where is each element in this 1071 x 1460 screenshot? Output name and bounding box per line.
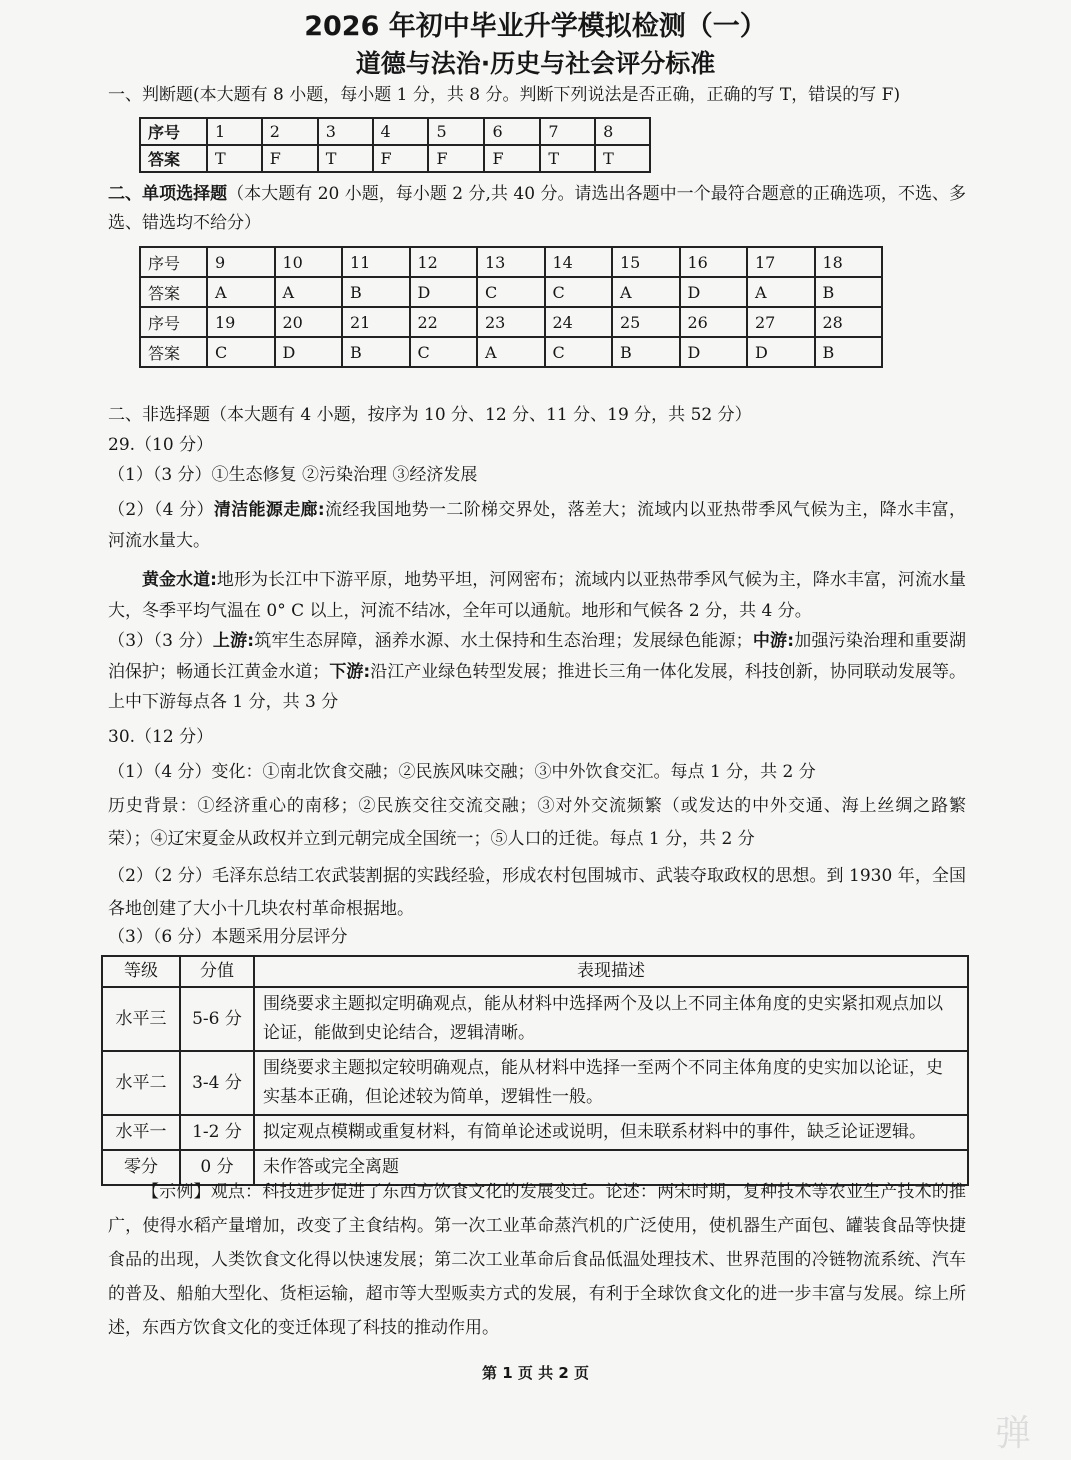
table-cell: 5 — [428, 118, 484, 145]
section3-heading: 二、非选择题（本大题有 4 小题，按序为 10 分、12 分、11 分、19 分，共 52 分） — [108, 405, 752, 425]
table-row — [102, 1115, 968, 1150]
section1-heading: 一、判断题(本大题有 8 小题，每小题 1 分，共 8 分。判断下列说法是否正确，正确的写 T，错误的写 F) — [108, 85, 901, 105]
table-cell: F — [373, 145, 429, 172]
table-row — [102, 1051, 968, 1115]
q29-part2-text: 流经我国地势一二阶梯交界处，落差大；流域内以亚热带季风气候为主，降水丰富，河流水量大。 — [108, 500, 966, 551]
q30-part1: （1）（4 分）变化：①南北饮食交融；②民族风味交融；③中外饮食交汇。每点 1 分，共 2 分 — [108, 762, 816, 782]
table-cell: A — [207, 277, 275, 307]
rubric-description: 拟定观点模糊或重复材料，有简单论述或说明，但未联系材料中的事件，缺乏论证逻辑。 — [254, 1115, 968, 1150]
q29-part3-upstream: 上游: — [212, 631, 255, 651]
q30-title: 30.（12 分） — [108, 727, 214, 747]
table-cell: D — [747, 337, 815, 367]
q29-title: 29.（10 分） — [108, 435, 214, 455]
section2-heading-bold: 二、单项选择题 — [108, 184, 228, 204]
rubric-level: 水平一 — [102, 1115, 180, 1150]
q29-part1: （1）（3 分）①生态修复 ②污染治理 ③经济发展 — [108, 465, 478, 485]
rubric-level: 水平三 — [102, 987, 180, 1051]
row-label: 答案 — [140, 277, 207, 307]
table-cell: 17 — [747, 247, 815, 277]
table-cell: 11 — [342, 247, 410, 277]
table-cell: T — [595, 145, 650, 172]
q29-part2 — [108, 495, 966, 556]
q29-part3-upstream-text: 筑牢生态屏障，涵养水源、水土保持和生态治理；发展绿色能源； — [254, 631, 753, 651]
page-subtitle: 道德与法治·历史与社会评分标准 — [355, 49, 716, 78]
q30-part3: （3）（6 分）本题采用分层评分 — [108, 927, 348, 947]
table-cell: 21 — [342, 307, 410, 337]
table-cell: C — [545, 277, 613, 307]
table-cell: B — [342, 337, 410, 367]
q29-part2-keyword: 清洁能源走廊: — [213, 500, 325, 520]
rubric-level: 零分 — [102, 1150, 180, 1185]
q29-part2b-text: 地形为长江中下游平原，地势平坦，河网密布；流域内以亚热带季风气候为主，降水丰富，河流水量大，冬季平均气温在 0° C 以上，河流不结冰，全年可以通航。地形和气候各 2 分，共 4 分。 — [108, 570, 966, 621]
table-cell: 4 — [373, 118, 429, 145]
table-cell: 27 — [747, 307, 815, 337]
rubric-description: 围绕要求主题拟定明确观点，能从材料中选择两个及以上不同主体角度的史实紧扣观点加以论证，能做到史论结合，逻辑清晰。 — [254, 987, 968, 1051]
table-cell: F — [428, 145, 484, 172]
table-cell: B — [815, 277, 883, 307]
table-cell: D — [410, 277, 478, 307]
column-header-score: 分值 — [180, 956, 254, 987]
rubric-score: 1-2 分 — [180, 1115, 254, 1150]
table-cell: 22 — [410, 307, 478, 337]
row-label: 序号 — [140, 118, 207, 145]
table-cell: C — [207, 337, 275, 367]
table-cell: 28 — [815, 307, 883, 337]
rubric-score: 3-4 分 — [180, 1051, 254, 1115]
rubric-level: 水平二 — [102, 1051, 180, 1115]
true-false-answer-table — [139, 117, 651, 173]
table-cell: 3 — [318, 118, 373, 145]
table-cell: 14 — [545, 247, 613, 277]
table-cell: 23 — [477, 307, 545, 337]
table-cell: 25 — [612, 307, 680, 337]
column-header-level: 等级 — [102, 956, 180, 987]
column-header-description: 表现描述 — [254, 956, 968, 987]
table-cell: B — [342, 277, 410, 307]
table-cell: D — [680, 337, 748, 367]
table-cell: 1 — [207, 118, 262, 145]
row-label: 序号 — [140, 247, 207, 277]
row-label: 序号 — [140, 307, 207, 337]
table-cell: A — [477, 337, 545, 367]
table-cell: D — [275, 337, 343, 367]
table-row — [140, 277, 882, 307]
rubric-description: 未作答或完全离题 — [254, 1150, 968, 1185]
table-cell: 10 — [275, 247, 343, 277]
table-cell: 2 — [262, 118, 318, 145]
q29-part3-prefix: （3）（3 分） — [108, 631, 213, 651]
table-row — [140, 145, 650, 172]
table-row — [140, 247, 882, 277]
table-cell: T — [207, 145, 262, 172]
table-header-row — [102, 956, 968, 987]
table-cell: A — [612, 277, 680, 307]
rubric-score: 5-6 分 — [180, 987, 254, 1051]
table-cell: 24 — [545, 307, 613, 337]
section2-heading — [108, 180, 966, 238]
q29-part2b — [108, 565, 966, 626]
table-cell: 6 — [484, 118, 540, 145]
table-cell: F — [484, 145, 540, 172]
table-cell: C — [545, 337, 613, 367]
table-cell: 8 — [595, 118, 650, 145]
q30-part1-background: 历史背景：①经济重心的南移；②民族交往交流交融；③对外交流频繁（或发达的中外交通、海上丝绸之路繁荣）；④辽宋夏金从政权并立到元朝完成全国统一；⑤人口的迁徙。每点 1 分，共 2 分 — [108, 796, 966, 849]
table-cell: T — [318, 145, 373, 172]
table-cell: 19 — [207, 307, 275, 337]
table-cell: 13 — [477, 247, 545, 277]
page-number: 第 1 页 共 2 页 — [482, 1364, 589, 1382]
row-label: 答案 — [140, 337, 207, 367]
q29-part2-prefix: （2）（4 分） — [108, 500, 214, 520]
q29-part3-downstream-text: 沿江产业绿色转型发展；推进长三角一体化发展，科技创新，协同联动发展等。上中下游每点各 1 分，共 3 分 — [108, 661, 967, 712]
table-cell: 16 — [680, 247, 748, 277]
q29-part3-midstream-text: 加强污染治理和重要湖泊保护；畅通长江黄金水道； — [108, 631, 966, 682]
corner-watermark: 弹 — [994, 1413, 1031, 1454]
section2-heading-rest: （本大题有 20 小题，每小题 2 分,共 40 分。请选出各题中一个最符合题意的正确选项，不选、多选、错选均不给分） — [108, 184, 967, 233]
table-cell: D — [680, 277, 748, 307]
rubric-score: 0 分 — [180, 1150, 254, 1185]
table-cell: A — [747, 277, 815, 307]
table-cell: B — [612, 337, 680, 367]
q29-part3-downstream: 下游: — [329, 661, 371, 682]
table-row — [140, 307, 882, 337]
table-cell: C — [410, 337, 478, 367]
q30-part2: （2）（2 分）毛泽东总结工农武装割据的实践经验，形成农村包围城市、武装夺取政权的思想。到 1930 年，全国各地创建了大小十几块农村革命根据地。 — [108, 866, 966, 919]
multiple-choice-answer-table — [139, 246, 883, 368]
page-title: 2026 年初中毕业升学模拟检测（一） — [304, 11, 767, 42]
table-cell: 18 — [815, 247, 883, 277]
row-label: 答案 — [140, 145, 207, 172]
q29-part3-midstream: 中游: — [752, 631, 795, 651]
q29-part3 — [108, 626, 966, 718]
table-cell: B — [815, 337, 883, 367]
table-cell: 15 — [612, 247, 680, 277]
table-cell: 20 — [275, 307, 343, 337]
table-row — [140, 118, 650, 145]
table-cell: 7 — [540, 118, 595, 145]
table-cell: T — [540, 145, 595, 172]
q29-part2b-keyword: 黄金水道: — [142, 570, 217, 590]
table-cell: 12 — [410, 247, 478, 277]
table-cell: C — [477, 277, 545, 307]
table-cell: F — [262, 145, 318, 172]
table-cell: A — [275, 277, 343, 307]
table-row — [140, 337, 882, 367]
table-cell: 9 — [207, 247, 275, 277]
q30-example: 【示例】观点：科技进步促进了东西方饮食文化的发展变迁。论述：两宋时期，复种技术等农业生产技术的推广，使得水稻产量增加，改变了主食结构。第一次工业革命蒸汽机的广泛使用，使机器生产面包、罐装食品等快捷食品的出现，人类饮食文化得以快速发展；第二次工业革命后食品低温处理技术、世界范围的冷链物流系统、汽车的普及、船舶大型化、货柜运输，超市等大型贩卖方式的发展，有利于全球饮食文化的进一步丰富与发展。综上所述，东西方饮食文化的变迁体现了科技的推动作用。 — [108, 1182, 966, 1338]
table-cell: 26 — [680, 307, 748, 337]
rubric-description: 围绕要求主题拟定较明确观点，能从材料中选择一至两个不同主体角度的史实加以论证，史实基本正确，但论述较为简单，逻辑性一般。 — [254, 1051, 968, 1115]
scoring-rubric-table — [101, 955, 969, 1186]
table-row — [102, 987, 968, 1051]
